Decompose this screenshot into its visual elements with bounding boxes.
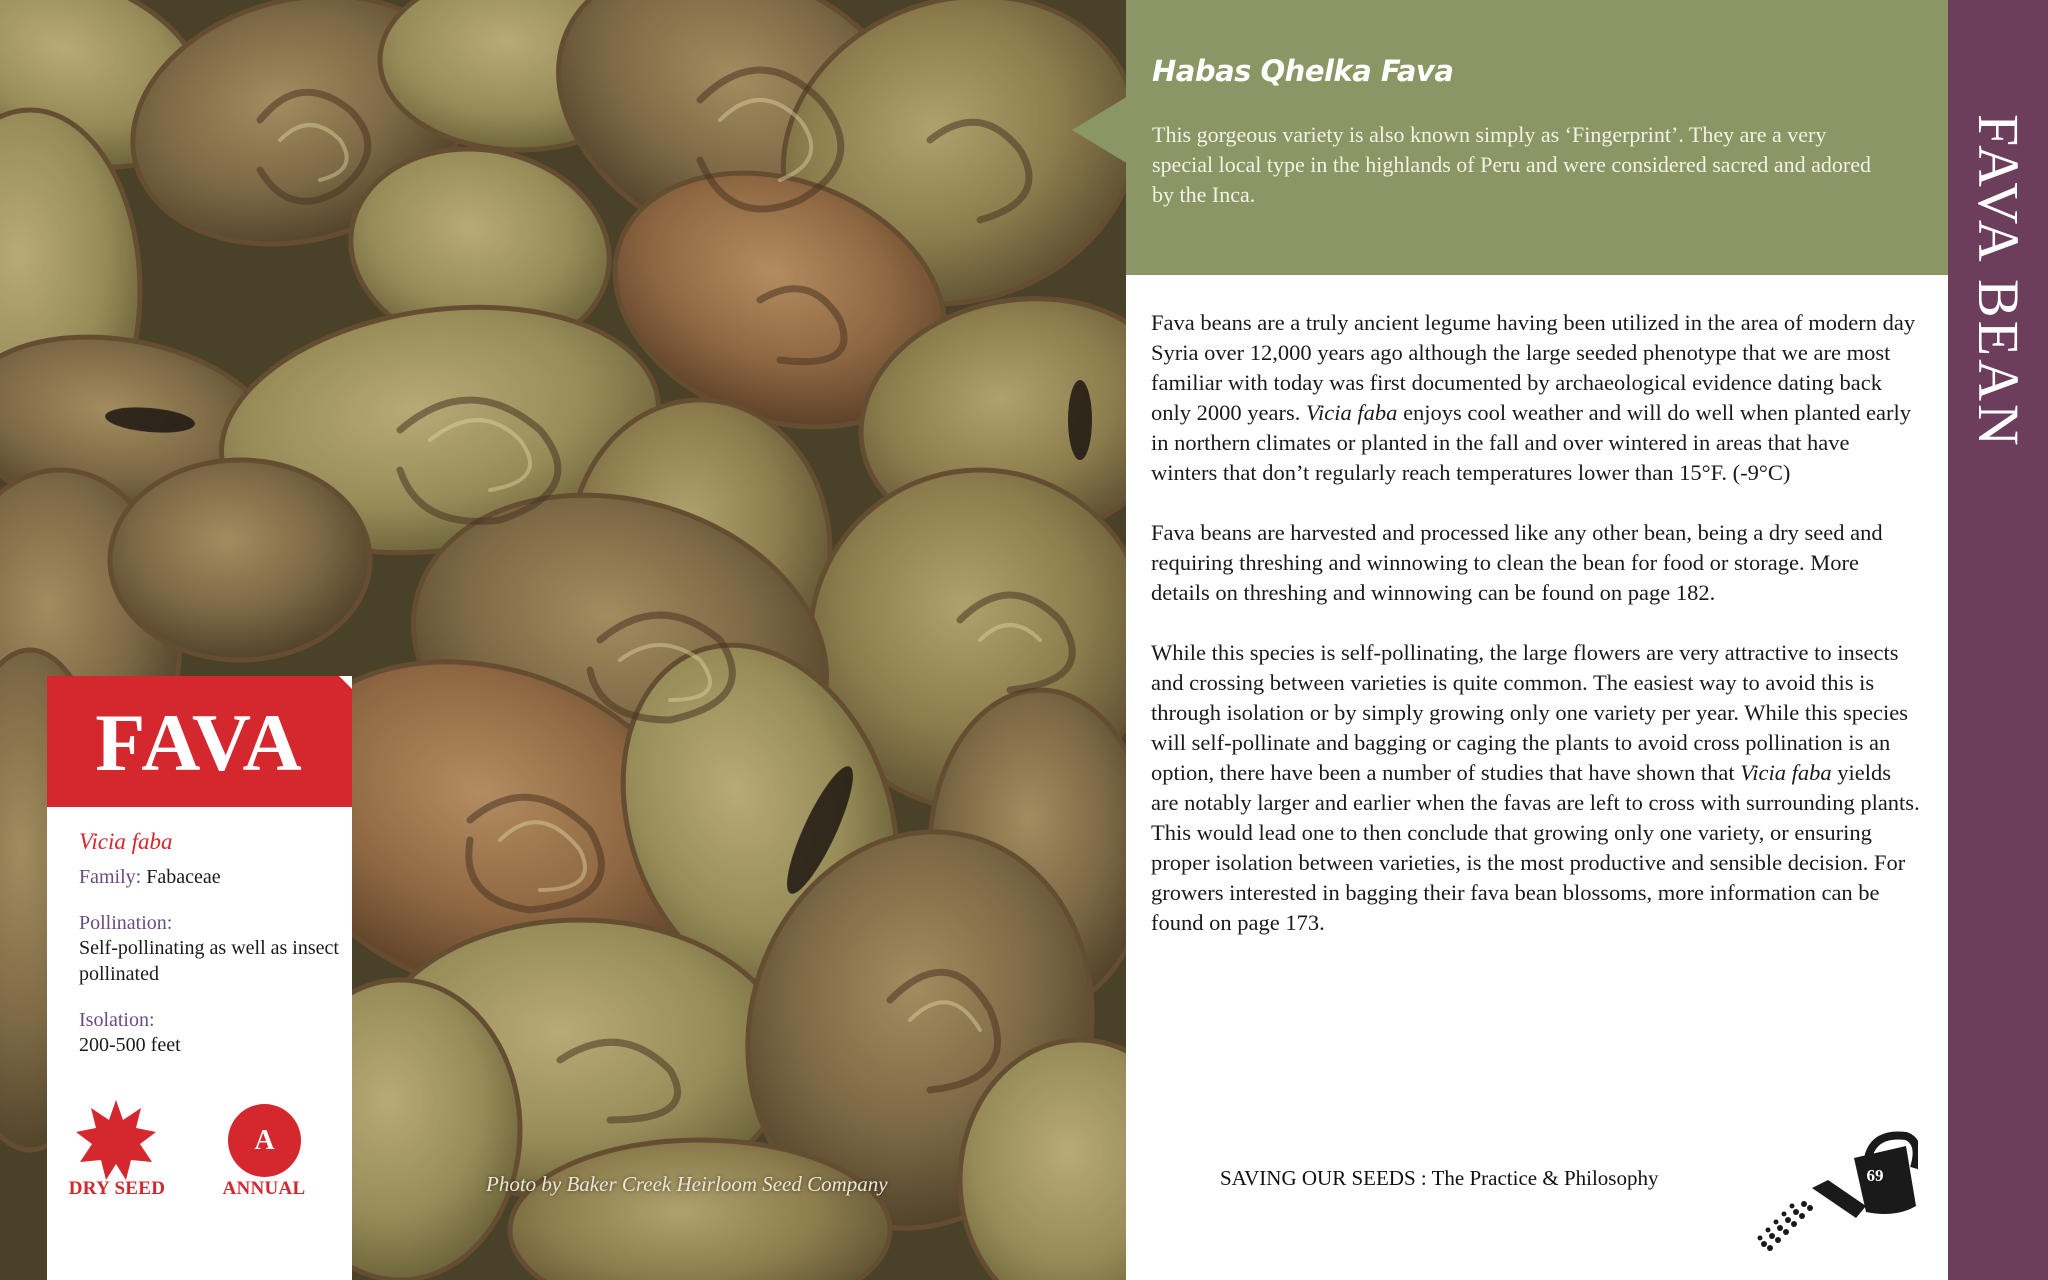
annual-badge-icon: A bbox=[228, 1104, 301, 1177]
paragraph-pollination bbox=[1151, 638, 1921, 938]
variety-title: Habas Qhelka Fava bbox=[1152, 54, 1454, 88]
paragraph-harvest: Fava beans are harvested and processed like any other bean, being a dry seed and requiring threshing and winnowing to clean the bean for food or storage. More details on threshing and winnowing can be found on page 182. bbox=[1151, 520, 1883, 605]
isolation-block bbox=[79, 1009, 339, 1058]
card-title: FAVA bbox=[95, 697, 304, 788]
variety-description: This gorgeous variety is also known simply as ‘Fingerprint’. They are a very special local type in the highlands of Peru and were considered sacred and adored by the Inca. bbox=[1152, 122, 1872, 207]
photo-credit: Photo by Baker Creek Heirloom Seed Company bbox=[486, 1172, 888, 1196]
paragraph-history bbox=[1151, 308, 1921, 488]
dry-seed-sun-icon bbox=[76, 1100, 156, 1180]
scientific-name: Vicia faba bbox=[79, 829, 173, 854]
main-body-text bbox=[1151, 308, 1921, 968]
scientific-name-inline: Vicia faba bbox=[1305, 400, 1398, 425]
family-line bbox=[79, 864, 339, 890]
dry-seed-label: DRY SEED bbox=[68, 1178, 166, 1199]
annual-label: ANNUAL bbox=[222, 1178, 306, 1199]
page-number: 69 bbox=[1866, 1166, 1884, 1185]
plant-info-card bbox=[47, 676, 352, 1280]
paragraph-history-part-2: enjoys cool weather and will do well when planted early in northern climates or planted in the fall and over wintered in areas that have winters that don’t regularly reach temperatures lower than 15°F. (-9°C) bbox=[1151, 400, 1912, 485]
card-body bbox=[79, 828, 339, 1058]
scientific-name-inline: Vicia faba bbox=[1740, 760, 1832, 785]
chapter-sidebar bbox=[1948, 0, 2048, 1280]
book-title-footer: SAVING OUR SEEDS : The Practice & Philosophy bbox=[1220, 1166, 1659, 1190]
isolation-value: 200-500 feet bbox=[79, 1034, 181, 1056]
family-label: Family: bbox=[79, 866, 142, 888]
family-value: Fabaceae bbox=[146, 866, 221, 888]
pollination-block bbox=[79, 912, 339, 987]
paragraph-pollination-part-2: yields are notably larger and earlier when the favas are left to cross with surrounding plants. This would lead one to then conclude that growing only one variety, or ensuring proper isolation between varieties, is the most productive and sensible decision. For growers interested in bagging their fava bean blossoms, more information can be found on page 173. bbox=[1151, 760, 1920, 935]
paragraph-history-part-1: Fava beans are a truly ancient legume having been utilized in the area of modern day Syria over 12,000 years ago although the large seeded phenotype that we are most familiar with today was first documented by archaeological evidence dating back only 2000 years. bbox=[1151, 310, 1916, 425]
paragraph-pollination-part-1: While this species is self-pollinating, the large flowers are very attractive to insects and crossing between varieties is quite common. The easiest way to avoid this is through isolation or by simply growing only one variety per year. While this species will self-pollinate and bagging or caging the plants to avoid cross pollination is an option, there have been a number of studies that have shown that bbox=[1151, 640, 1908, 785]
pollination-label: Pollination: bbox=[79, 912, 173, 934]
isolation-label: Isolation: bbox=[79, 1009, 155, 1031]
pollination-value: Self-pollinating as well as insect pollinated bbox=[79, 937, 339, 985]
chapter-title-vertical: FAVA BEAN bbox=[1966, 114, 2031, 449]
watering-can-icon bbox=[1756, 1128, 1918, 1252]
